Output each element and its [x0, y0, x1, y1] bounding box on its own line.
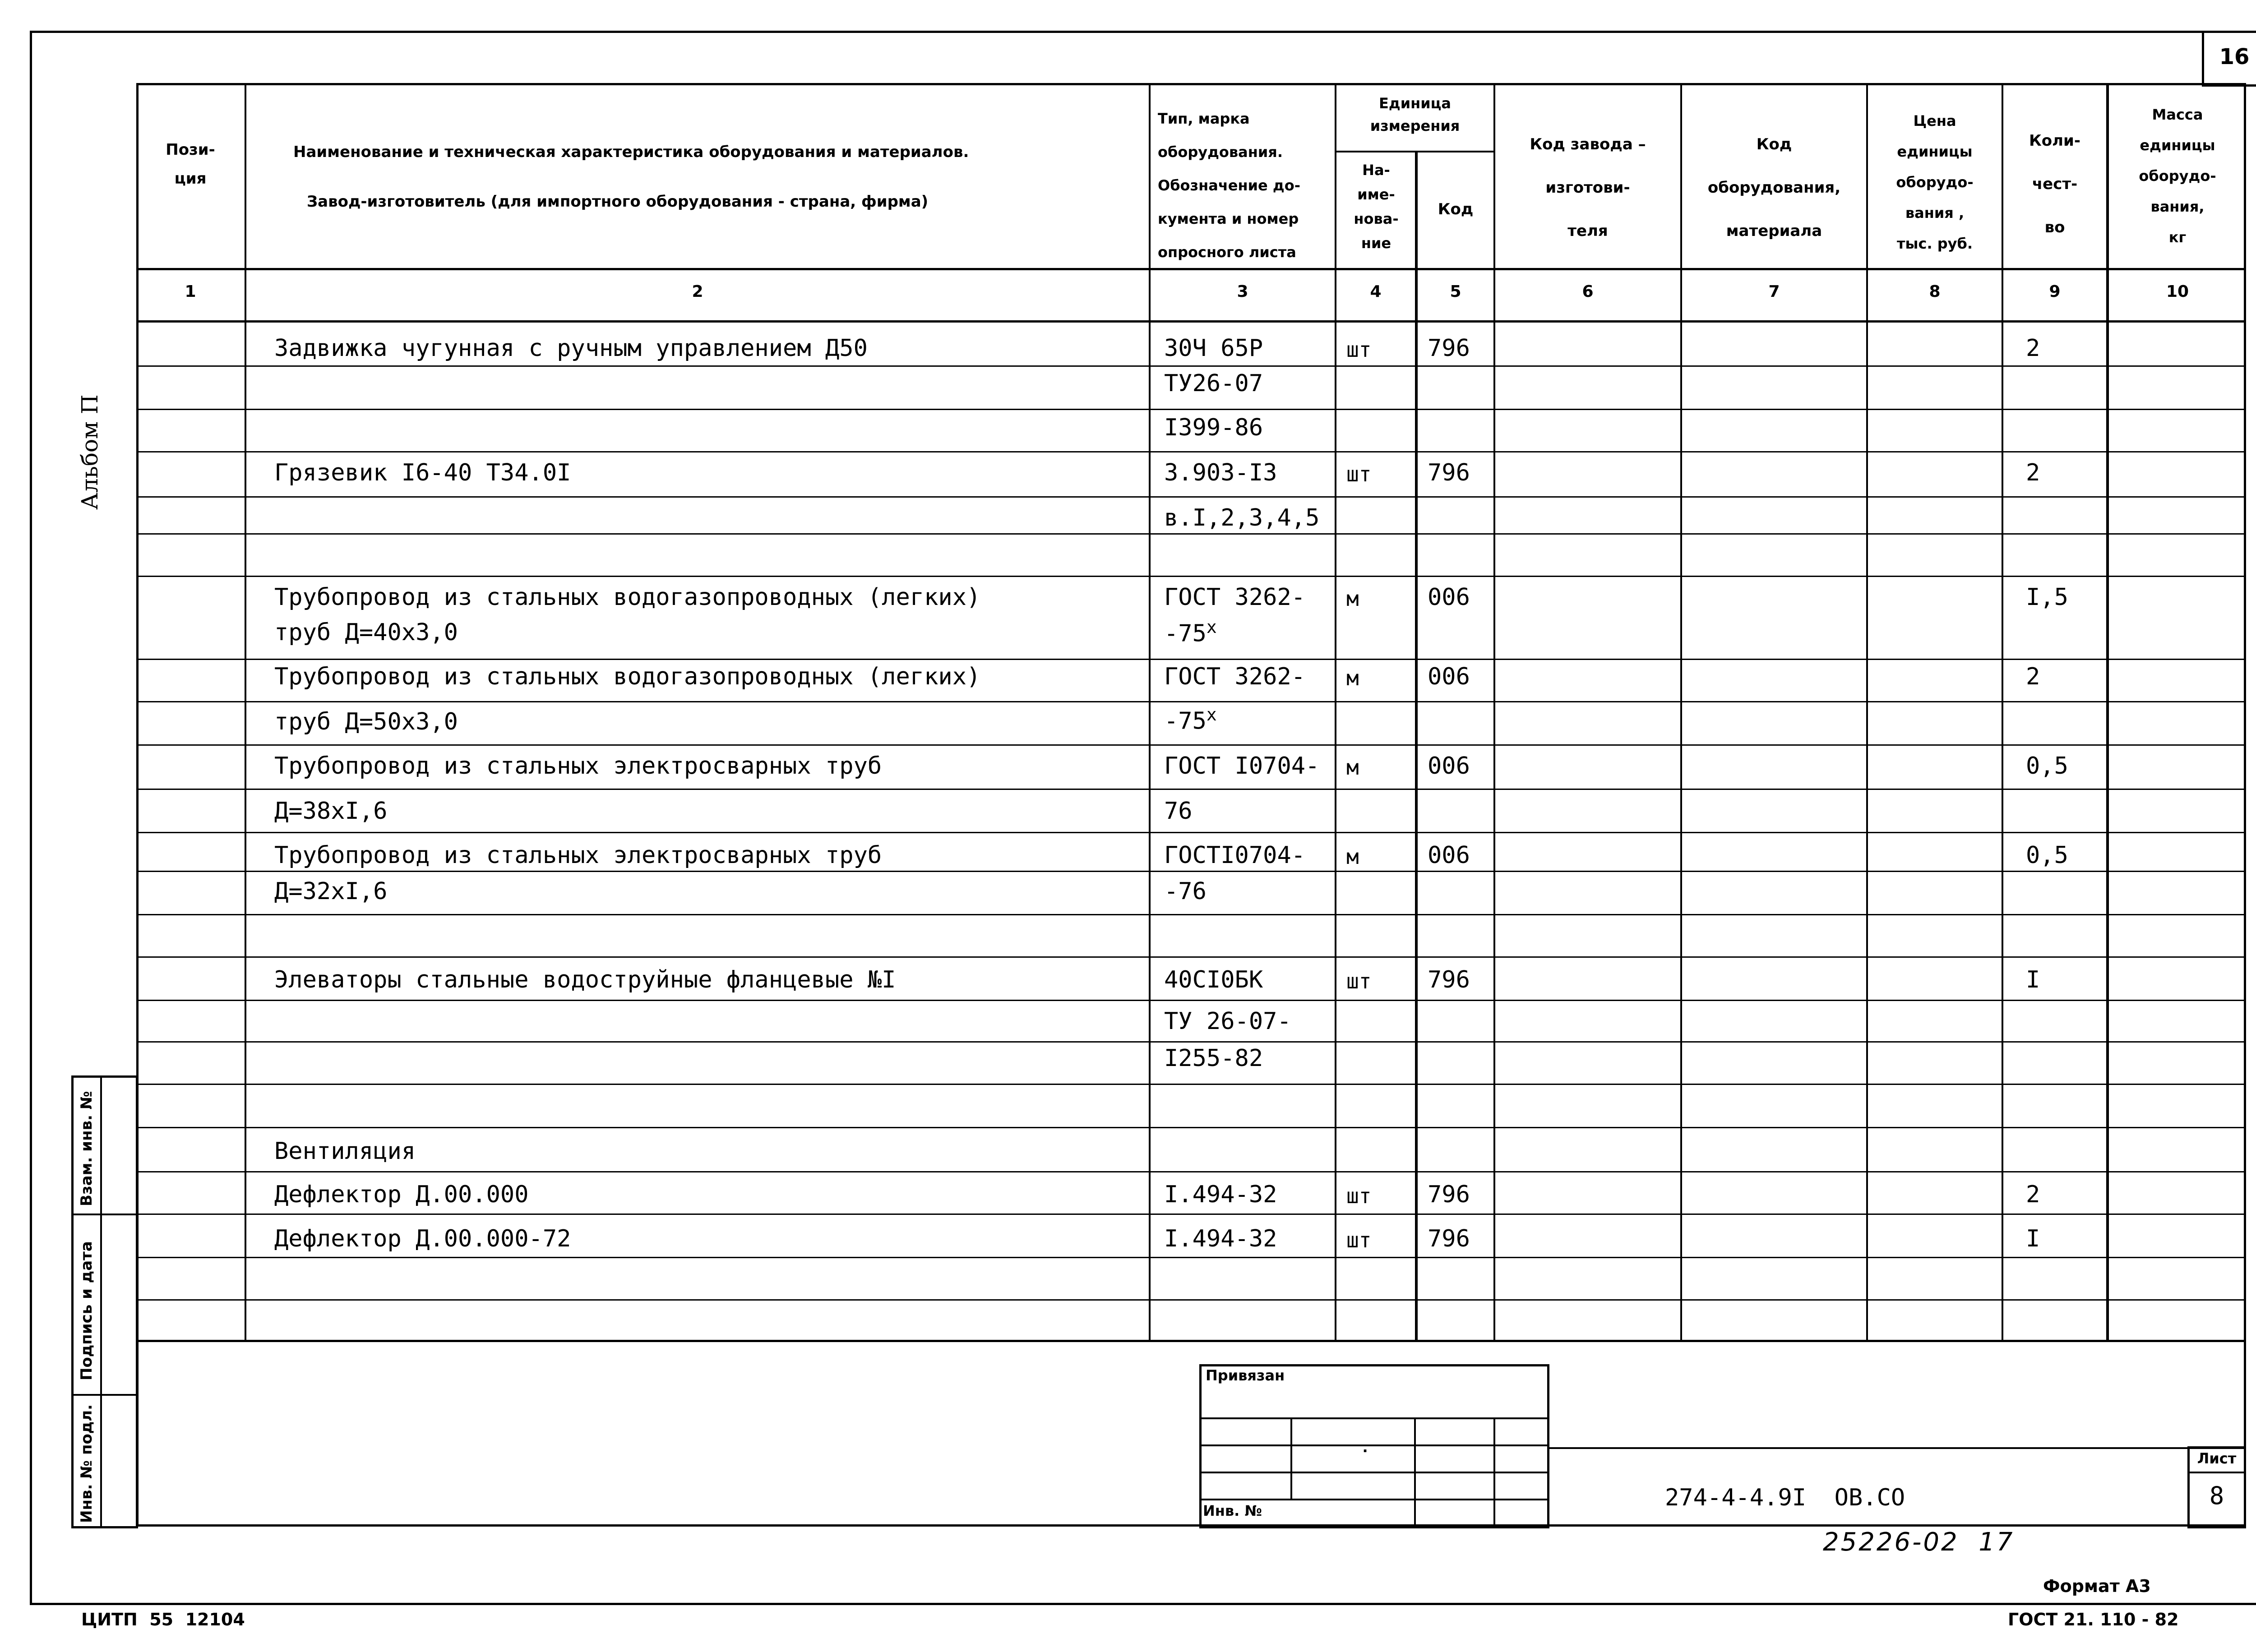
row-line: [136, 533, 2246, 535]
left-stamp-line-2: [71, 1394, 138, 1396]
header-price: Цена единицы оборудо- вания , тыс. руб.: [1896, 112, 1974, 252]
row-8-unit: м: [1346, 666, 1359, 690]
row-15-type: ТУ 26-07-: [1164, 1008, 1291, 1035]
row-line: [136, 1000, 2246, 1001]
row-7-unit: м: [1346, 586, 1359, 611]
left-stamp-line-1: [71, 1214, 138, 1215]
unit-group-line: [1335, 151, 1493, 152]
row-10-name: Трубопровод из стальных электросварных труб: [274, 752, 882, 780]
header-unit-name: На- име- нова- ние: [1354, 162, 1399, 252]
row-line: [136, 1041, 2246, 1043]
col-line-5: [1493, 83, 1495, 1342]
header-equipment-code: Код оборудования, материала: [1707, 135, 1841, 240]
header-unit-code: Код: [1438, 200, 1474, 218]
row-10-unit: м: [1346, 755, 1359, 780]
row-line: [136, 659, 2246, 660]
row-10-type: ГОСТ I0704-: [1164, 752, 1320, 780]
row-5-type: в.I,2,3,4,5: [1164, 504, 1320, 531]
row-19-qty: I: [2026, 1225, 2040, 1252]
row-1-code: 796: [1428, 335, 1470, 362]
row-12-code: 006: [1428, 842, 1470, 869]
row-12-qty: 0,5: [2026, 842, 2068, 869]
row-7-type: ГОСТ 3262-: [1164, 584, 1306, 611]
col-line-6: [1680, 83, 1682, 1342]
row-12-type: ГОСТI0704-: [1164, 842, 1306, 869]
row-line: [136, 871, 2246, 872]
handwritten-number: 25226-02 17: [1823, 1527, 2015, 1557]
row-4-type: 3.903-I3: [1164, 459, 1277, 486]
binding-vline-3: [1493, 1417, 1495, 1528]
col-line-8: [2002, 83, 2003, 1342]
row-7-type2: $-75^х$: [1164, 617, 1217, 647]
row-12-name2: Д=32хI,6: [274, 878, 388, 905]
col-number-10: 10: [2166, 282, 2189, 301]
stamp-label-replacement: Взам. инв. №: [78, 1091, 96, 1206]
col-number-5: 5: [1450, 282, 1461, 301]
row-9-name: труб Д=50х3,0: [274, 708, 458, 735]
row-17-name: Вентиляция: [274, 1138, 416, 1165]
row-19-unit: шт: [1346, 1228, 1372, 1252]
col-number-2: 2: [692, 282, 703, 301]
row-1-name: Задвижка чугунная с ручным управлением Д50: [274, 335, 868, 362]
col-line-9: [2106, 83, 2109, 1342]
header-name: Наименование и техническая характеристика оборудования и материалов. Завод-изготовитель (для импортного оборудования - страна, фирма): [293, 143, 969, 211]
header-position: Пози- ция: [166, 141, 215, 188]
row-12-type2: -76: [1164, 878, 1207, 905]
row-19-name: Дефлектор Д.00.000-72: [274, 1225, 571, 1252]
row-14-unit: шт: [1346, 969, 1372, 993]
row-14-type: 40СI0БК: [1164, 966, 1263, 993]
header-quantity: Коли- чест- во: [2029, 132, 2080, 236]
row-12-unit: м: [1346, 844, 1359, 869]
footer-code: ЦИТП 55 12104: [81, 1610, 245, 1629]
row-line: [136, 1299, 2246, 1301]
binding-line-4: [1199, 1499, 1549, 1500]
format-label: Формат А3: [2043, 1576, 2151, 1596]
col-number-4: 4: [1370, 282, 1382, 301]
row-line: [136, 701, 2246, 702]
row-14-name: Элеваторы стальные водоструйные фланцевые №I: [274, 966, 896, 993]
binding-dot: .: [1363, 1436, 1368, 1456]
row-line: [136, 451, 2246, 452]
row-8-code: 006: [1428, 663, 1470, 690]
row-18-qty: 2: [2026, 1181, 2040, 1208]
row-line: [136, 956, 2246, 958]
col-number-9: 9: [2049, 282, 2061, 301]
row-4-code: 796: [1428, 459, 1470, 486]
row-line: [136, 1257, 2246, 1258]
row-4-unit: шт: [1346, 462, 1372, 486]
row-line: [136, 914, 2246, 915]
row-line: [136, 409, 2246, 410]
row-9-type: $-75^х$: [1164, 705, 1217, 735]
col-line-3: [1335, 83, 1336, 1342]
row-11-type: 76: [1164, 798, 1193, 825]
row-19-code: 796: [1428, 1225, 1470, 1252]
sheet-number: 8: [2209, 1481, 2224, 1510]
col-line-1: [245, 83, 246, 1342]
row-18-type: I.494-32: [1164, 1181, 1277, 1208]
col-number-8: 8: [1929, 282, 1941, 301]
corner-number: 16: [2219, 44, 2250, 69]
row-18-code: 796: [1428, 1181, 1470, 1208]
col-line-2: [1149, 83, 1151, 1342]
number-row-bottom-line: [136, 320, 2246, 323]
row-4-qty: 2: [2026, 459, 2040, 486]
sheet-box-line: [2187, 1472, 2246, 1473]
inv-number-label: Инв. №: [1203, 1502, 1262, 1519]
row-12-name: Трубопровод из стальных электросварных труб: [274, 842, 882, 869]
row-line: [136, 1171, 2246, 1172]
gost-label: ГОСТ 21. 110 - 82: [2008, 1610, 2179, 1629]
row-18-name: Дефлектор Д.00.000: [274, 1181, 529, 1208]
table-body-bottom-line: [136, 1340, 2246, 1342]
left-stamp-divider: [100, 1075, 102, 1528]
binding-line-3: [1199, 1472, 1549, 1473]
row-7-name: Трубопровод из стальных водогазопроводных (легких): [274, 584, 981, 611]
binding-vline-1: [1290, 1417, 1292, 1499]
row-line: [136, 365, 2246, 367]
row-1-qty: 2: [2026, 335, 2040, 362]
row-7-qty: I,5: [2026, 584, 2068, 611]
row-10-qty: 0,5: [2026, 752, 2068, 780]
col-number-6: 6: [1582, 282, 1594, 301]
row-18-unit: шт: [1346, 1184, 1372, 1208]
row-8-type: ГОСТ 3262-: [1164, 663, 1306, 690]
row-line: [136, 1127, 2246, 1128]
col-line-4: [1415, 151, 1418, 1342]
row-11-name: Д=38хI,6: [274, 798, 388, 825]
row-3-type: I399-86: [1164, 414, 1263, 441]
header-factory-code: Код завода – изготови- теля: [1530, 135, 1646, 240]
row-7-name2: труб Д=40х3,0: [274, 619, 458, 646]
header-mass: Масса единицы оборудо- вания, кг: [2139, 106, 2216, 246]
row-1-unit: шт: [1346, 337, 1372, 362]
row-8-qty: 2: [2026, 663, 2040, 690]
row-2-type: ТУ26-07: [1164, 370, 1263, 397]
col-number-7: 7: [1768, 282, 1780, 301]
stamp-label-original: Инв. № подл.: [78, 1404, 96, 1523]
binding-label: Привязан: [1206, 1367, 1285, 1384]
stamp-label-signature: Подпись и дата: [78, 1241, 96, 1380]
row-line: [136, 1084, 2246, 1085]
row-line: [136, 576, 2246, 577]
row-7-code: 006: [1428, 584, 1470, 611]
binding-vline-2: [1414, 1417, 1416, 1528]
col-number-1: 1: [185, 282, 196, 301]
row-line: [136, 1214, 2246, 1215]
row-line: [136, 744, 2246, 746]
album-label: Альбом П: [77, 394, 103, 510]
header-unit-group: Единица измерения: [1370, 95, 1460, 134]
row-4-name: Грязевик I6-40 Т34.0I: [274, 459, 571, 486]
doc-code-top-line: [1549, 1447, 2246, 1449]
row-15-type2: I255-82: [1164, 1045, 1263, 1072]
binding-line-2: [1199, 1444, 1549, 1446]
binding-line-1: [1199, 1417, 1549, 1419]
col-number-3: 3: [1237, 282, 1248, 301]
sheet-label: Лист: [2197, 1450, 2237, 1467]
row-1-type: 30Ч 65Р: [1164, 335, 1263, 362]
col-line-7: [1866, 83, 1868, 1342]
row-14-qty: I: [2026, 966, 2040, 993]
row-19-type: I.494-32: [1164, 1225, 1277, 1252]
header-type: Тип, марка оборудования. Обозначение до- кумента и номер опросного листа: [1158, 110, 1300, 261]
row-8-name: Трубопровод из стальных водогазопроводных (легких): [274, 663, 981, 690]
document-code: 274-4-4.9I ОВ.СО: [1665, 1484, 1905, 1511]
row-10-code: 006: [1428, 752, 1470, 780]
row-line: [136, 789, 2246, 790]
row-line: [136, 496, 2246, 498]
row-14-code: 796: [1428, 966, 1470, 993]
row-line: [136, 832, 2246, 833]
